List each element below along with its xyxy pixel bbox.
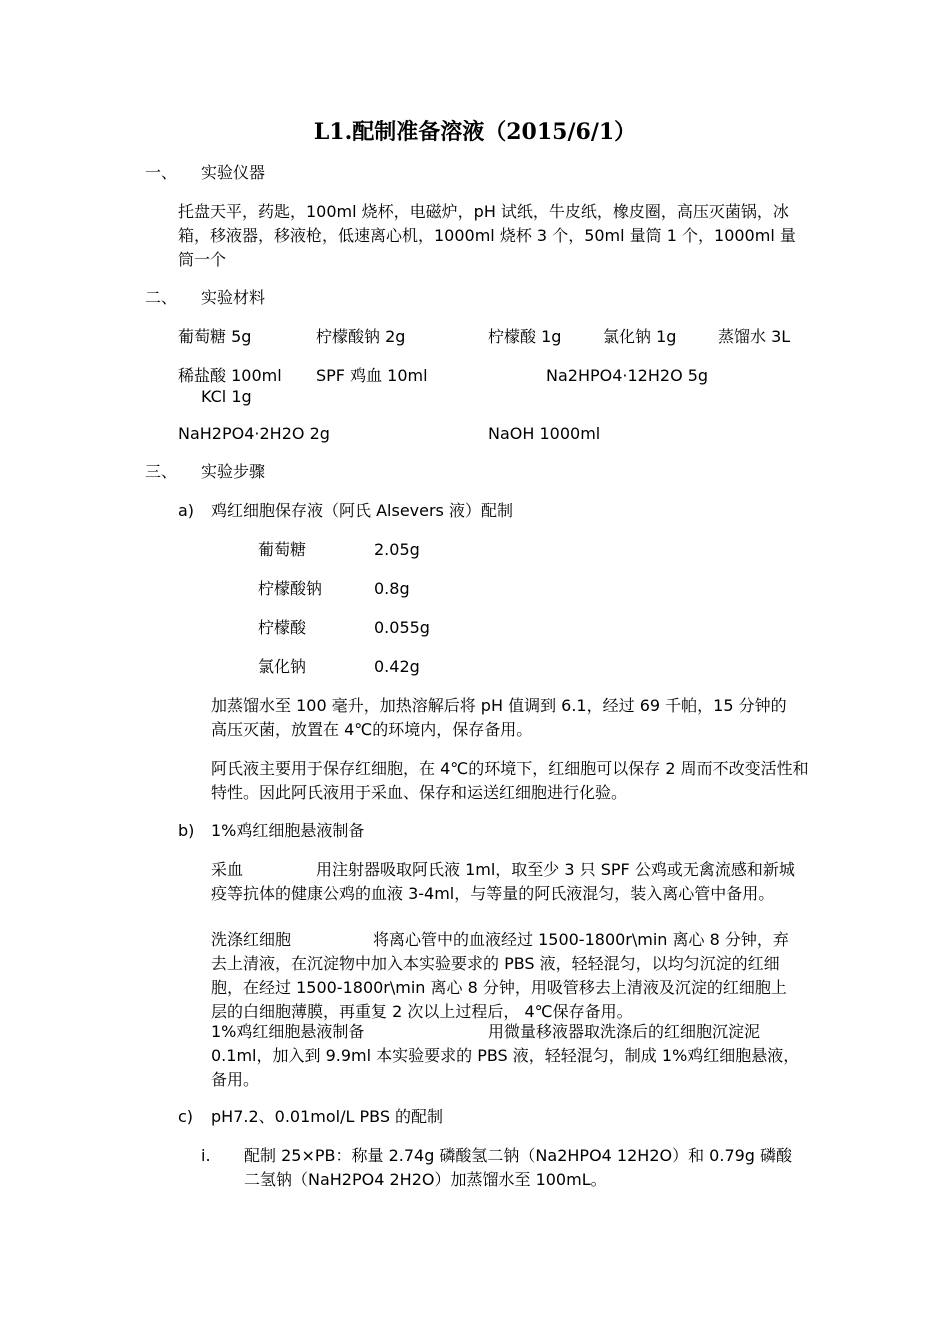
step-b-item-blood-collection xyxy=(211,858,801,906)
section-2-number: 二、 xyxy=(145,288,178,307)
step-b-title: 1%鸡红细胞悬液制备 xyxy=(211,821,365,840)
recipe-amount: 0.055g xyxy=(374,618,430,637)
step-b-label: b) xyxy=(178,821,195,840)
step-c-i-text: 配制 25×PB：称量 2.74g 磷酸氢二钠（Na2HPO4 12H2O）和 0.79g 磷酸二氢钠（NaH2PO4 2H2O）加蒸馏水至 100mL。 xyxy=(244,1146,793,1189)
step-c-i-label: i. xyxy=(201,1146,211,1165)
material-naoh: NaOH 1000ml xyxy=(488,424,601,443)
step-c-title: pH7.2、0.01mol/L PBS 的配制 xyxy=(211,1107,444,1126)
material-sodium-citrate: 柠檬酸钠 2g xyxy=(316,327,406,346)
item-heading: 洗涤红细胞 xyxy=(211,930,292,949)
material-disodium-phosphate: Na2HPO4·12H2O 5g xyxy=(546,366,709,385)
material-distilled-water: 蒸馏水 3L xyxy=(718,327,791,346)
material-glucose: 葡萄糖 5g xyxy=(178,327,252,346)
instruments-paragraph: 托盘天平，药匙，100ml 烧杯，电磁炉，pH 试纸，牛皮纸，橡皮圈，高压灭菌锅，冰箱，移液器，移液枪，低速离心机，1000ml 烧杯 3 个，50ml 量筒 1 个，1000ml 量筒一个 xyxy=(178,202,796,269)
step-a-label: a) xyxy=(178,501,195,520)
section-1-number: 一、 xyxy=(145,163,178,182)
section-3-number: 三、 xyxy=(145,462,178,481)
section-3-heading: 实验步骤 xyxy=(201,462,266,481)
recipe-amount: 0.8g xyxy=(374,579,410,598)
section-1-heading: 实验仪器 xyxy=(201,163,266,182)
item-text: 用微量移液器取洗涤后的红细胞沉淀泥 0.1ml，加入到 9.9ml 本实验要求的 PBS 液，轻轻混匀，制成 1%鸡红细胞悬液，备用。 xyxy=(211,1022,800,1089)
item-heading: 采血 xyxy=(211,860,244,879)
item-text: 将离心管中的血液经过 1500-1800r\min 离心 8 分钟，弃去上清液，在沉淀物中加入本实验要求的 PBS 液，轻轻混匀，以均匀沉淀的红细胞，在经过 1500-1800r\min 离心 8 分钟，用吸管移去上清液及沉淀的红细胞上层的白细胞薄膜，再重复 2 次以上过程后， 4℃保存备用。 xyxy=(211,930,789,1021)
material-monosodium-phosphate: NaH2PO4·2H2O 2g xyxy=(178,424,330,443)
recipe-name: 柠檬酸 xyxy=(258,618,307,637)
page-title: L1.配制准备溶液（2015/6/1） xyxy=(313,119,637,145)
step-a-title: 鸡红细胞保存液（阿氏 Alsevers 液）配制 xyxy=(211,501,513,520)
step-a-paragraph-2: 阿氏液主要用于保存红细胞，在 4℃的环境下，红细胞可以保存 2 周而不改变活性和特性。因此阿氏液用于采血、保存和运送红细胞进行化验。 xyxy=(211,759,809,802)
section-2-heading: 实验材料 xyxy=(201,288,266,307)
recipe-name: 氯化钠 xyxy=(258,657,307,676)
recipe-amount: 0.42g xyxy=(374,657,420,676)
step-a-paragraph-1: 加蒸馏水至 100 毫升，加热溶解后将 pH 值调到 6.1，经过 69 千帕，15 分钟的高压灭菌，放置在 4℃的环境内，保存备用。 xyxy=(211,696,787,739)
recipe-name: 柠檬酸钠 xyxy=(258,579,323,598)
item-heading: 1%鸡红细胞悬液制备 xyxy=(211,1022,365,1041)
material-kcl: KCl 1g xyxy=(201,387,252,406)
material-hydrochloric-acid: 稀盐酸 100ml xyxy=(178,366,282,385)
recipe-name: 葡萄糖 xyxy=(258,540,307,559)
step-b-item-wash-cells xyxy=(211,928,801,1024)
material-spf-chicken-blood: SPF 鸡血 10ml xyxy=(316,366,428,385)
material-sodium-chloride: 氯化钠 1g xyxy=(603,327,677,346)
material-citric-acid: 柠檬酸 1g xyxy=(488,327,562,346)
item-text: 用注射器吸取阿氏液 1ml，取至少 3 只 SPF 公鸡或无禽流感和新城疫等抗体的健康公鸡的血液 3-4ml，与等量的阿氏液混匀，装入离心管中备用。 xyxy=(211,860,795,903)
recipe-amount: 2.05g xyxy=(374,540,420,559)
step-c-label: c) xyxy=(178,1107,194,1126)
